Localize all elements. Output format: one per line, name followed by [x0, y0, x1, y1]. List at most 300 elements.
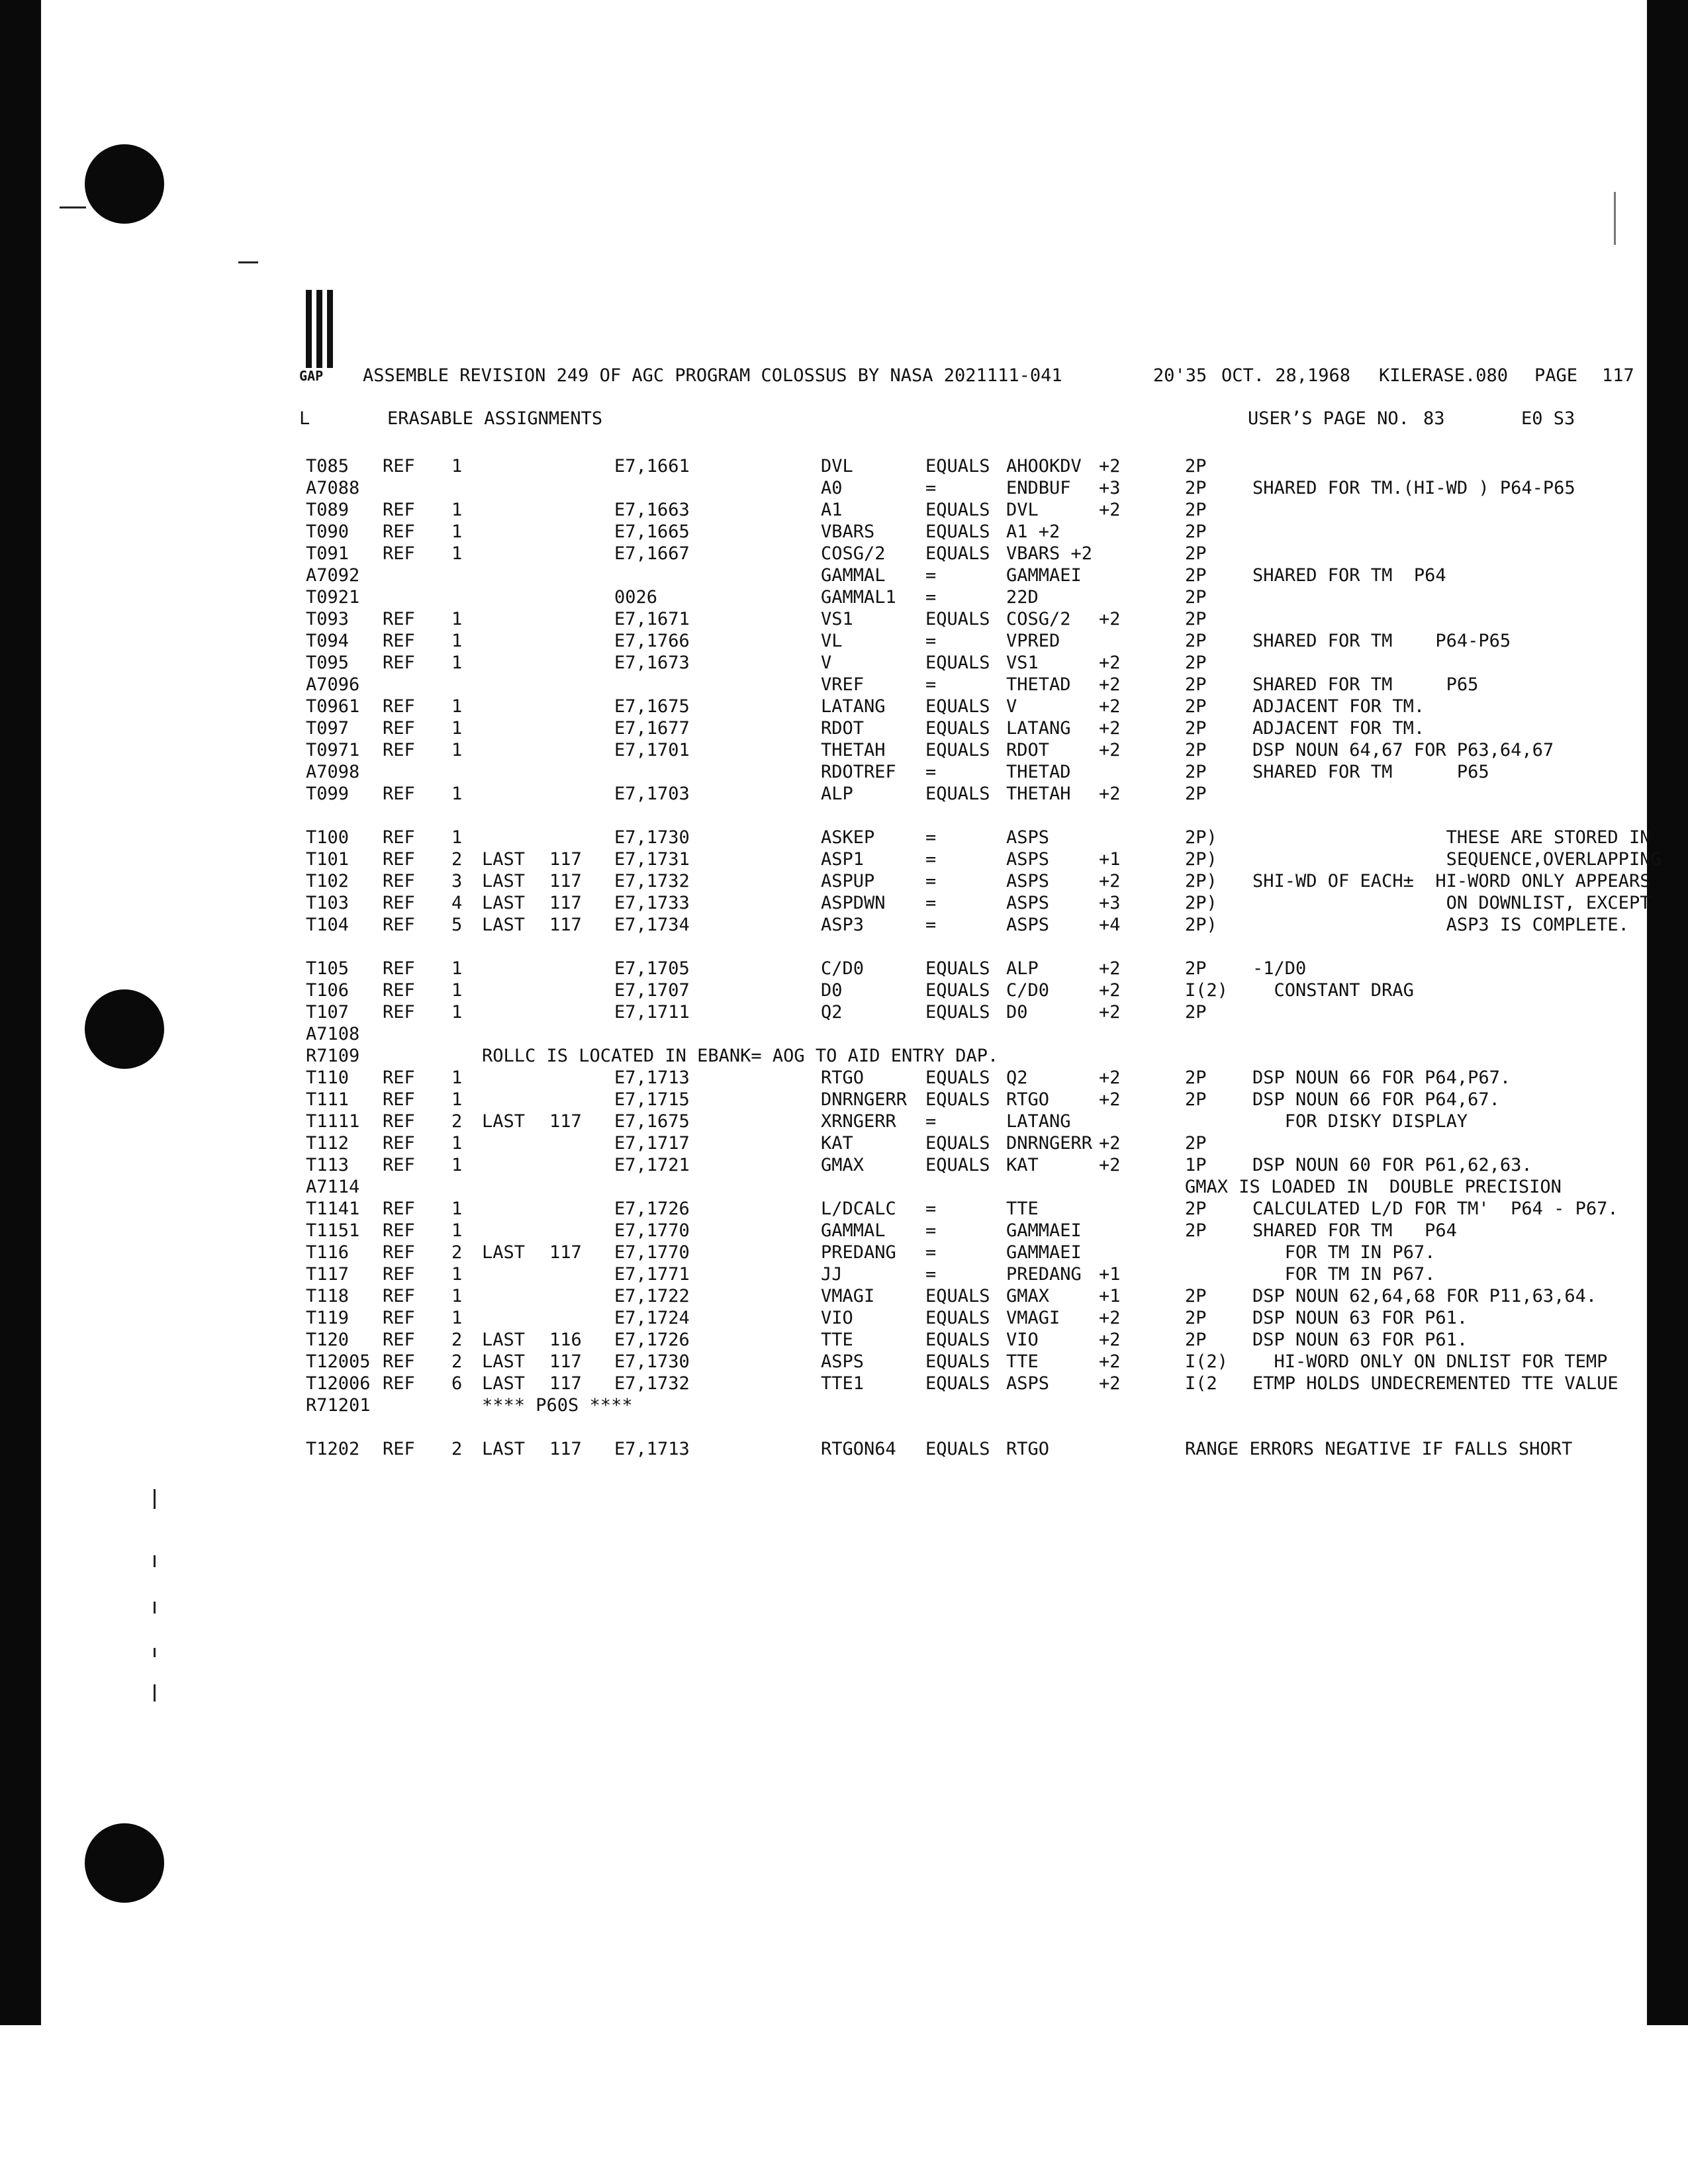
- cell-comment: ETMP HOLDS UNDECREMENTED TTE VALUE: [1252, 1373, 1618, 1394]
- cell-offset: +2: [1099, 1068, 1121, 1088]
- user-page-number: 83: [1423, 408, 1445, 429]
- cell-addr: E7,1703: [614, 784, 690, 804]
- cell-operand: THETAH: [1006, 784, 1071, 804]
- cell-ref: R7109: [306, 1046, 360, 1066]
- cell-count: 5: [451, 915, 463, 935]
- cell-offset: +2: [1099, 871, 1121, 891]
- cell-offset: +1: [1099, 1286, 1121, 1306]
- cell-count: 1: [451, 1220, 463, 1241]
- cell-symbol: KAT: [821, 1133, 853, 1154]
- cell-op: EQUALS: [925, 500, 990, 520]
- cell-comment: -1/D0: [1252, 958, 1307, 979]
- cell-operand: VS1: [1006, 653, 1039, 673]
- section-title: ERASABLE ASSIGNMENTS: [387, 408, 603, 429]
- cell-type: REF: [383, 1308, 415, 1328]
- cell-scale: 2P: [1185, 740, 1207, 760]
- cell-count: 6: [451, 1373, 463, 1394]
- cell-ref: T110: [306, 1068, 350, 1088]
- cell-symbol: DVL: [821, 456, 853, 477]
- cell-type: REF: [383, 1111, 415, 1132]
- cell-offset: +3: [1099, 478, 1121, 498]
- cell-operand: D0: [1006, 1002, 1028, 1023]
- cell-lastpage: 117: [549, 871, 582, 891]
- cell-scale: 2P): [1185, 849, 1217, 870]
- cell-count: 1: [451, 980, 463, 1001]
- cell-count: 1: [451, 1155, 463, 1175]
- cell-symbol: COSG/2: [821, 543, 886, 564]
- cell-comment: DSP NOUN 66 FOR P64,P67.: [1252, 1068, 1511, 1088]
- cell-operand: DVL: [1006, 500, 1039, 520]
- cell-count: 1: [451, 718, 463, 739]
- cell-operand: AHOOKDV: [1006, 456, 1082, 477]
- cell-ref: T093: [306, 609, 350, 629]
- cell-type: REF: [383, 653, 415, 673]
- cell-offset: +2: [1099, 1155, 1121, 1175]
- cell-op: EQUALS: [925, 1330, 990, 1350]
- cell-offset: +1: [1099, 1264, 1121, 1285]
- cell-comment: DSP NOUN 60 FOR P61,62,63.: [1252, 1155, 1532, 1175]
- cell-ref: T0961: [306, 696, 360, 717]
- cell-operand: ASPS: [1006, 871, 1050, 891]
- assembly-title: ASSEMBLE REVISION 249 OF AGC PROGRAM COLOSSUS BY NASA 2021111-041: [363, 365, 1062, 386]
- cell-lastpage: 117: [549, 915, 582, 935]
- stray-mark: [154, 1648, 156, 1657]
- cell-lastpage: 117: [549, 893, 582, 913]
- cell-scale: 2P): [1185, 827, 1217, 848]
- cell-type: REF: [383, 456, 415, 477]
- cell-ref: T111: [306, 1089, 350, 1110]
- cell-operand: TTE: [1006, 1351, 1039, 1372]
- cell-scale: 2P: [1185, 500, 1207, 520]
- cell-ref: A7096: [306, 674, 360, 695]
- cell-count: 1: [451, 827, 463, 848]
- cell-symbol: V: [821, 653, 832, 673]
- cell-addr: E7,1715: [614, 1089, 690, 1110]
- cell-op: =: [925, 631, 937, 651]
- cell-type: REF: [383, 784, 415, 804]
- cell-ref: A7092: [306, 565, 360, 586]
- cell-symbol: GAMMAL1: [821, 587, 896, 608]
- cell-operand: DNRNGERR: [1006, 1133, 1093, 1154]
- cell-ref: T106: [306, 980, 350, 1001]
- cell-op: EQUALS: [925, 1439, 990, 1459]
- page-label: PAGE: [1534, 365, 1578, 386]
- cell-addr: E7,1770: [614, 1242, 690, 1263]
- stray-mark: [154, 1684, 156, 1702]
- gap-logo-mark: [306, 290, 339, 376]
- cell-last: LAST: [482, 1242, 526, 1263]
- cell-operand: ASPS: [1006, 827, 1050, 848]
- cell-comment: SHI-WD OF EACH± HI-WORD ONLY APPEARS: [1252, 871, 1651, 891]
- cell-comment: SHARED FOR TM P64-P65: [1252, 631, 1511, 651]
- cell-type: REF: [383, 718, 415, 739]
- cell-op: EQUALS: [925, 696, 990, 717]
- cell-scale: 2P: [1185, 1286, 1207, 1306]
- cell-offset: +2: [1099, 674, 1121, 695]
- cell-operand: ENDBUF: [1006, 478, 1071, 498]
- cell-last: LAST: [482, 1351, 526, 1372]
- cell-comment: CALCULATED L/D FOR TM' P64 - P67.: [1252, 1199, 1618, 1219]
- cell-ref: T0921: [306, 587, 360, 608]
- user-page-label: USER’S PAGE NO.: [1248, 408, 1409, 429]
- cell-type: REF: [383, 1330, 415, 1350]
- cell-operand: GAMMAEI: [1006, 1242, 1082, 1263]
- cell-addr: 0026: [614, 587, 658, 608]
- cell-operand: VMAGI: [1006, 1308, 1060, 1328]
- cell-op: EQUALS: [925, 1373, 990, 1394]
- cell-scale: RANGE ERRORS NEGATIVE IF FALLS SHORT: [1185, 1439, 1573, 1459]
- cell-op: EQUALS: [925, 1068, 990, 1088]
- cell-addr: E7,1770: [614, 1220, 690, 1241]
- cell-offset: +4: [1099, 915, 1121, 935]
- cell-scale: 2P): [1185, 915, 1217, 935]
- cell-lastpage: 117: [549, 1373, 582, 1394]
- cell-operand: COSG/2: [1006, 609, 1071, 629]
- cell-op: EQUALS: [925, 543, 990, 564]
- cell-comment: ON DOWNLIST, EXCEPT: [1252, 893, 1651, 913]
- cell-operand: ASPS: [1006, 1373, 1050, 1394]
- cell-op: EQUALS: [925, 1002, 990, 1023]
- cell-operand: ASPS: [1006, 915, 1050, 935]
- cell-addr: E7,1713: [614, 1439, 690, 1459]
- cell-addr: E7,1724: [614, 1308, 690, 1328]
- cell-count: 2: [451, 1439, 463, 1459]
- cell-operand: GAMMAEI: [1006, 565, 1082, 586]
- cell-ref: T113: [306, 1155, 350, 1175]
- logo-text: GAP: [299, 368, 324, 384]
- cell-symbol: DNRNGERR: [821, 1089, 908, 1110]
- cell-op: =: [925, 1111, 937, 1132]
- cell-symbol: GMAX: [821, 1155, 865, 1175]
- cell-addr: E7,1721: [614, 1155, 690, 1175]
- cell-addr: E7,1722: [614, 1286, 690, 1306]
- assembly-date: OCT. 28,1968: [1221, 365, 1351, 386]
- cell-op: EQUALS: [925, 958, 990, 979]
- cell-op: =: [925, 827, 937, 848]
- cell-addr: E7,1730: [614, 827, 690, 848]
- cell-addr: E7,1675: [614, 1111, 690, 1132]
- cell-symbol: C/D0: [821, 958, 865, 979]
- cell-ref: A7108: [306, 1024, 360, 1044]
- cell-operand: THETAD: [1006, 762, 1071, 782]
- cell-scale: 2P): [1185, 871, 1217, 891]
- cell-offset: +2: [1099, 1330, 1121, 1350]
- cell-addr: E7,1707: [614, 980, 690, 1001]
- cell-type: REF: [383, 609, 415, 629]
- cell-operand: 22D: [1006, 587, 1039, 608]
- cell-count: 1: [451, 653, 463, 673]
- cell-addr: E7,1730: [614, 1351, 690, 1372]
- cell-symbol: RTGON64: [821, 1439, 896, 1459]
- cell-ref: T089: [306, 500, 350, 520]
- cell-ref: T094: [306, 631, 350, 651]
- cell-ref: T12005: [306, 1351, 371, 1372]
- cell-ref: R71201: [306, 1395, 371, 1416]
- cell-op: =: [925, 762, 937, 782]
- cell-addr: E7,1726: [614, 1199, 690, 1219]
- cell-last: LAST: [482, 1439, 526, 1459]
- cell-type: REF: [383, 1373, 415, 1394]
- cell-count: 1: [451, 631, 463, 651]
- cell-ref: A7114: [306, 1177, 360, 1197]
- cell-op: EQUALS: [925, 740, 990, 760]
- cell-symbol: RDOT: [821, 718, 865, 739]
- cell-ref: T101: [306, 849, 350, 870]
- cell-count: 1: [451, 456, 463, 477]
- cell-symbol: TTE: [821, 1330, 853, 1350]
- cell-ref: T117: [306, 1264, 350, 1285]
- cell-op: EQUALS: [925, 1308, 990, 1328]
- cell-comment: SHARED FOR TM.(HI-WD ) P64-P65: [1252, 478, 1575, 498]
- cell-symbol: TTE1: [821, 1373, 865, 1394]
- cell-last: **** P60S ****: [482, 1395, 633, 1416]
- cell-symbol: ASP3: [821, 915, 865, 935]
- cell-op: EQUALS: [925, 980, 990, 1001]
- cell-operand: LATANG: [1006, 718, 1071, 739]
- cell-symbol: L/DCALC: [821, 1199, 896, 1219]
- cell-type: REF: [383, 827, 415, 848]
- cell-addr: E7,1665: [614, 522, 690, 542]
- cell-type: REF: [383, 631, 415, 651]
- cell-lastpage: 117: [549, 1242, 582, 1263]
- cell-ref: T103: [306, 893, 350, 913]
- cell-addr: E7,1717: [614, 1133, 690, 1154]
- cell-operand: KAT: [1006, 1155, 1039, 1175]
- cell-scale: 2P: [1185, 1330, 1207, 1350]
- cell-operand: THETAD: [1006, 674, 1071, 695]
- cell-ref: A7098: [306, 762, 360, 782]
- cell-symbol: A0: [821, 478, 843, 498]
- cell-addr: E7,1732: [614, 1373, 690, 1394]
- cell-lastpage: 117: [549, 849, 582, 870]
- cell-op: EQUALS: [925, 718, 990, 739]
- cell-type: REF: [383, 740, 415, 760]
- cell-count: 1: [451, 1068, 463, 1088]
- cell-count: 1: [451, 609, 463, 629]
- cell-scale: GMAX IS LOADED IN DOUBLE PRECISION: [1185, 1177, 1562, 1197]
- cell-comment: DSP NOUN 63 FOR P61.: [1252, 1330, 1468, 1350]
- cell-symbol: VMAGI: [821, 1286, 875, 1306]
- cell-offset: +2: [1099, 1002, 1121, 1023]
- cell-operand: TTE: [1006, 1199, 1039, 1219]
- cell-scale: 2P): [1185, 893, 1217, 913]
- stray-mark: [1614, 192, 1616, 245]
- cell-comment: DSP NOUN 63 FOR P61.: [1252, 1308, 1468, 1328]
- cell-symbol: D0: [821, 980, 843, 1001]
- cell-op: EQUALS: [925, 609, 990, 629]
- cell-type: REF: [383, 893, 415, 913]
- cell-addr: E7,1661: [614, 456, 690, 477]
- cell-scale: 2P: [1185, 543, 1207, 564]
- cell-count: 1: [451, 1133, 463, 1154]
- cell-comment: ADJACENT FOR TM.: [1252, 696, 1425, 717]
- cell-count: 1: [451, 784, 463, 804]
- cell-symbol: ASPUP: [821, 871, 875, 891]
- cell-count: 1: [451, 696, 463, 717]
- cell-addr: E7,1677: [614, 718, 690, 739]
- cell-type: REF: [383, 958, 415, 979]
- cell-type: REF: [383, 1286, 415, 1306]
- cell-count: 1: [451, 740, 463, 760]
- cell-symbol: VREF: [821, 674, 865, 695]
- cell-scale: 2P: [1185, 958, 1207, 979]
- cell-op: =: [925, 1242, 937, 1263]
- cell-ref: T095: [306, 653, 350, 673]
- cell-comment: SHARED FOR TM P64: [1252, 1220, 1457, 1241]
- cell-op: EQUALS: [925, 1089, 990, 1110]
- cell-symbol: ASKEP: [821, 827, 875, 848]
- cell-ref: T120: [306, 1330, 350, 1350]
- cell-type: REF: [383, 1133, 415, 1154]
- cell-ref: T112: [306, 1133, 350, 1154]
- cell-type: REF: [383, 543, 415, 564]
- cell-scale: 2P: [1185, 587, 1207, 608]
- cell-comment: ASP3 IS COMPLETE.: [1252, 915, 1629, 935]
- cell-lastpage: 117: [549, 1439, 582, 1459]
- cell-comment: DSP NOUN 66 FOR P64,67.: [1252, 1089, 1500, 1110]
- cell-ref: T107: [306, 1002, 350, 1023]
- cell-offset: +2: [1099, 740, 1121, 760]
- cell-symbol: RTGO: [821, 1068, 865, 1088]
- cell-op: =: [925, 674, 937, 695]
- cell-scale: I(2): [1185, 1351, 1229, 1372]
- cell-type: REF: [383, 1242, 415, 1263]
- page-number: 117: [1602, 365, 1634, 386]
- bank-label: E0 S3: [1521, 408, 1575, 429]
- stray-mark: [238, 261, 258, 263]
- cell-count: 3: [451, 871, 463, 891]
- cell-scale: 2P: [1185, 1068, 1207, 1088]
- cell-scale: 2P: [1185, 762, 1207, 782]
- stray-mark: [60, 206, 86, 208]
- cell-count: 1: [451, 1286, 463, 1306]
- cell-operand: RDOT: [1006, 740, 1050, 760]
- cell-last: ROLLC IS LOCATED IN EBANK= AOG TO AID ENTRY DAP.: [482, 1046, 999, 1066]
- cell-operand: GMAX: [1006, 1286, 1050, 1306]
- cell-symbol: ASP1: [821, 849, 865, 870]
- cell-type: REF: [383, 696, 415, 717]
- cell-ref: T100: [306, 827, 350, 848]
- cell-scale: I(2: [1185, 1373, 1217, 1394]
- punch-hole-top: [85, 144, 164, 224]
- cell-type: REF: [383, 871, 415, 891]
- cell-addr: E7,1711: [614, 1002, 690, 1023]
- cell-offset: +3: [1099, 893, 1121, 913]
- cell-scale: 2P: [1185, 478, 1207, 498]
- cell-symbol: ASPS: [821, 1351, 865, 1372]
- cell-count: 2: [451, 1330, 463, 1350]
- cell-operand: RTGO: [1006, 1089, 1050, 1110]
- cell-operand: Q2: [1006, 1068, 1028, 1088]
- cell-comment: DSP NOUN 62,64,68 FOR P11,63,64.: [1252, 1286, 1597, 1306]
- cell-type: REF: [383, 980, 415, 1001]
- cell-offset: +2: [1099, 456, 1121, 477]
- cell-count: 1: [451, 543, 463, 564]
- cell-count: 2: [451, 849, 463, 870]
- cell-type: REF: [383, 522, 415, 542]
- cell-operand: ASPS: [1006, 849, 1050, 870]
- cell-type: REF: [383, 500, 415, 520]
- cell-symbol: VL: [821, 631, 843, 651]
- cell-op: EQUALS: [925, 1286, 990, 1306]
- cell-symbol: ALP: [821, 784, 853, 804]
- cell-symbol: RDOTREF: [821, 762, 896, 782]
- cell-ref: T090: [306, 522, 350, 542]
- cell-op: =: [925, 587, 937, 608]
- cell-addr: E7,1675: [614, 696, 690, 717]
- cell-offset: +2: [1099, 653, 1121, 673]
- cell-ref: T085: [306, 456, 350, 477]
- cell-scale: 2P: [1185, 696, 1207, 717]
- stray-mark: [154, 1489, 156, 1509]
- cell-last: LAST: [482, 849, 526, 870]
- cell-comment: ADJACENT FOR TM.: [1252, 718, 1425, 739]
- cell-scale: 2P: [1185, 1133, 1207, 1154]
- cell-type: REF: [383, 1199, 415, 1219]
- cell-operand: RTGO: [1006, 1439, 1050, 1459]
- cell-op: =: [925, 871, 937, 891]
- cell-op: EQUALS: [925, 653, 990, 673]
- assembly-time: 20'35: [1153, 365, 1207, 386]
- cell-ref: T118: [306, 1286, 350, 1306]
- cell-addr: E7,1766: [614, 631, 690, 651]
- cell-scale: 2P: [1185, 674, 1207, 695]
- cell-symbol: Q2: [821, 1002, 843, 1023]
- cell-scale: 2P: [1185, 1089, 1207, 1110]
- stray-mark: [154, 1555, 156, 1567]
- cell-offset: +2: [1099, 980, 1121, 1001]
- cell-ref: T0971: [306, 740, 360, 760]
- cell-type: REF: [383, 1439, 415, 1459]
- cell-type: REF: [383, 1089, 415, 1110]
- cell-scale: 2P: [1185, 1308, 1207, 1328]
- cell-last: LAST: [482, 1330, 526, 1350]
- cell-comment: SHARED FOR TM P64: [1252, 565, 1446, 586]
- cell-addr: E7,1732: [614, 871, 690, 891]
- cell-op: =: [925, 1264, 937, 1285]
- cell-addr: E7,1671: [614, 609, 690, 629]
- cell-offset: +1: [1099, 849, 1121, 870]
- cell-ref: T12006: [306, 1373, 371, 1394]
- cell-lastpage: 117: [549, 1351, 582, 1372]
- section-prefix: L: [299, 408, 310, 429]
- cell-type: REF: [383, 1068, 415, 1088]
- cell-symbol: LATANG: [821, 696, 886, 717]
- cell-offset: +2: [1099, 500, 1121, 520]
- cell-count: 1: [451, 522, 463, 542]
- cell-last: LAST: [482, 915, 526, 935]
- cell-type: REF: [383, 1264, 415, 1285]
- cell-count: 1: [451, 1089, 463, 1110]
- cell-scale: I(2): [1185, 980, 1229, 1001]
- cell-count: 4: [451, 893, 463, 913]
- cell-count: 2: [451, 1242, 463, 1263]
- cell-operand: V: [1006, 696, 1017, 717]
- cell-op: =: [925, 915, 937, 935]
- cell-offset: +2: [1099, 609, 1121, 629]
- cell-op: EQUALS: [925, 1133, 990, 1154]
- cell-operand: A1 +2: [1006, 522, 1060, 542]
- cell-ref: T102: [306, 871, 350, 891]
- cell-offset: +2: [1099, 718, 1121, 739]
- cell-lastpage: 116: [549, 1330, 582, 1350]
- cell-count: 1: [451, 1002, 463, 1023]
- cell-operand: PREDANG: [1006, 1264, 1082, 1285]
- cell-scale: 2P: [1185, 565, 1207, 586]
- cell-ref: T104: [306, 915, 350, 935]
- cell-symbol: VS1: [821, 609, 853, 629]
- cell-last: LAST: [482, 871, 526, 891]
